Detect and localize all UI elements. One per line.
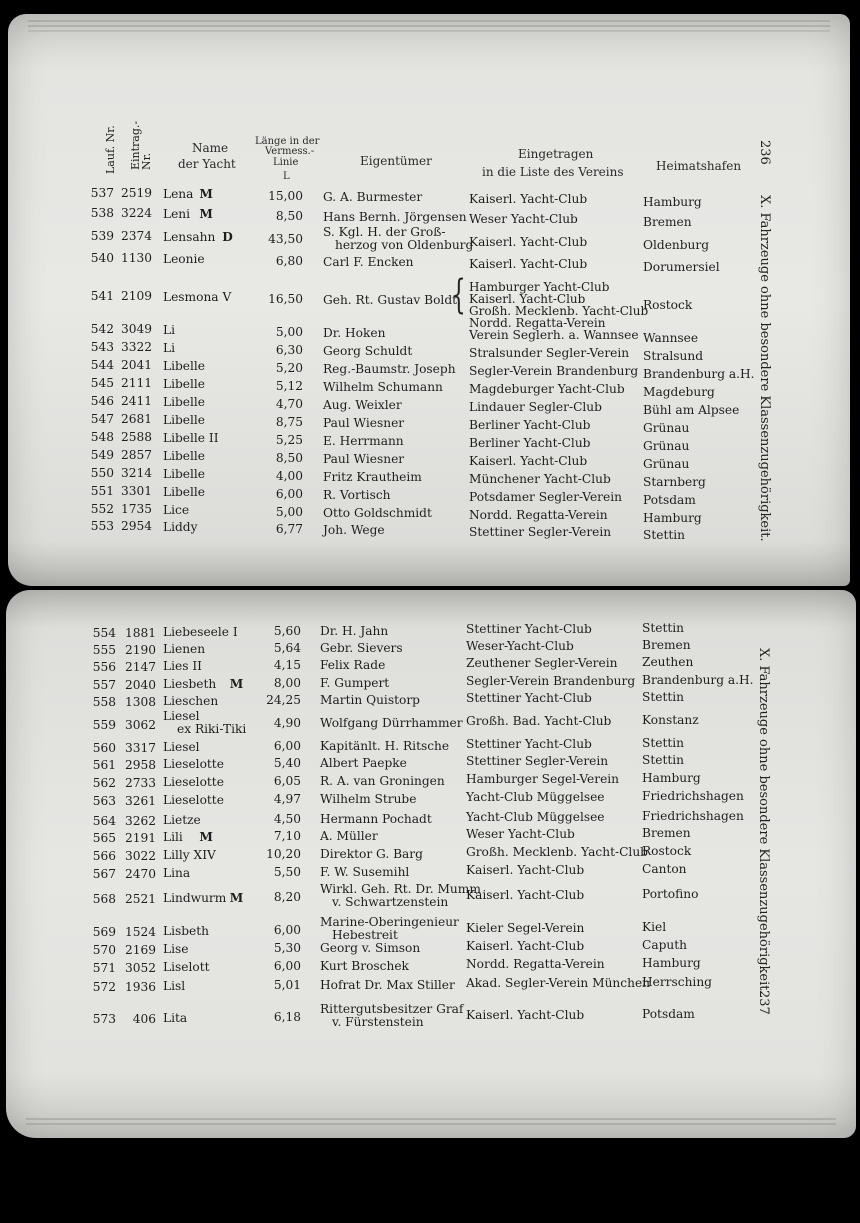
verein: Zeuthener Segler-Verein <box>466 656 618 671</box>
eintrag-nr: 3317 <box>124 740 156 755</box>
eintrag-nr: 3052 <box>124 960 156 975</box>
page-edge <box>26 1118 836 1120</box>
eigentuemer: Albert Paepke <box>320 755 407 770</box>
yacht-name: Lili <box>163 830 183 845</box>
heimatshafen: Brandenburg a.H. <box>642 672 754 687</box>
header-laenge-2: Vermess.- <box>265 146 315 157</box>
eintrag-nr: 3062 <box>124 717 156 732</box>
verein: Hamburger Segel-Verein <box>466 772 620 787</box>
laenge: 6,30 <box>275 342 303 357</box>
header-laenge-1: Länge in der <box>255 136 320 147</box>
verein: Kaiserl. Yacht-Club <box>466 863 585 878</box>
eigentuemer: Dr. H. Jahn <box>320 623 389 638</box>
lauf-nr: 549 <box>90 447 114 462</box>
lauf-nr: 551 <box>90 483 114 498</box>
lauf-nr: 561 <box>92 758 116 773</box>
eigentuemer: Kapitänlt. H. Ritsche <box>320 738 450 753</box>
heimatshafen: Caputh <box>642 937 687 952</box>
eintrag-nr: 3022 <box>124 848 156 863</box>
laenge: 6,00 <box>273 959 301 974</box>
lauf-nr: 543 <box>90 339 114 354</box>
top-side-title: X. Fahrzeuge ohne besondere Klassenzugehörigkeit. <box>757 195 772 542</box>
verein: Großh. Mecklenb. Yacht-Club <box>469 303 649 318</box>
eintrag-nr: 1881 <box>124 625 156 640</box>
yacht-name: Lita <box>163 1011 188 1026</box>
heimatshafen: Stettin <box>642 620 685 635</box>
lauf-nr: 556 <box>92 660 116 675</box>
yacht-name: Liesbeth <box>163 677 217 692</box>
lauf-nr: 573 <box>92 1012 116 1027</box>
yacht-name: Leni <box>163 207 191 221</box>
eintrag-nr: 2169 <box>124 942 156 957</box>
heimatshafen: Friedrichshagen <box>642 788 744 803</box>
yacht-name: Lesmona V <box>163 290 232 304</box>
verein: Stralsunder Segler-Verein <box>469 345 630 360</box>
heimatshafen: Grünau <box>643 438 690 453</box>
yacht-name: Li <box>163 323 175 337</box>
lauf-nr: 572 <box>92 980 116 995</box>
heimatshafen: Magdeburg <box>643 384 715 399</box>
heimatshafen: Bremen <box>642 637 691 652</box>
eintrag-nr: 2147 <box>124 659 156 674</box>
heimatshafen: Oldenburg <box>643 237 710 252</box>
yacht-name: Li <box>163 341 175 355</box>
eigentuemer: F. W. Susemihl <box>320 864 410 879</box>
verein: Stettiner Segler-Verein <box>466 754 609 769</box>
eigentuemer: Hermann Pochadt <box>320 811 432 826</box>
laenge: 7,10 <box>273 829 301 844</box>
eigentuemer-line2: herzog von Oldenburg <box>335 237 474 252</box>
laenge: 15,00 <box>268 188 303 203</box>
eigentuemer: Paul Wiesner <box>323 451 405 466</box>
top-page-number: 236 <box>757 140 772 165</box>
bottom-side-title: X. Fahrzeuge ohne besondere Klassenzugehörigkeit. <box>756 648 771 995</box>
lauf-nr: 568 <box>92 892 116 907</box>
heimatshafen: Hamburg <box>643 510 702 525</box>
eintrag-nr: 2954 <box>120 519 152 534</box>
verein: Kaiserl. Yacht-Club <box>466 939 585 954</box>
eigentuemer: Dr. Hoken <box>323 325 386 340</box>
lauf-nr: 565 <box>92 831 116 846</box>
eigentuemer: Paul Wiesner <box>323 415 405 430</box>
eintrag-nr: 3224 <box>120 206 152 221</box>
yacht-name: Lina <box>163 866 191 881</box>
verein: Berliner Yacht-Club <box>469 417 591 432</box>
heimatshafen: Konstanz <box>642 712 699 727</box>
lauf-nr: 560 <box>92 741 116 756</box>
yacht-name: Lilly XIV <box>163 848 216 863</box>
verein: Segler-Verein Brandenburg <box>466 674 636 689</box>
verein: Lindauer Segler-Club <box>469 399 602 414</box>
lauf-nr: 539 <box>90 228 114 243</box>
heimatshafen: Stettin <box>642 689 685 704</box>
verein: Magdeburger Yacht-Club <box>469 381 625 396</box>
heimatshafen: Rostock <box>643 297 693 312</box>
laenge: 10,20 <box>266 847 301 862</box>
eintrag-nr: 3322 <box>120 340 152 355</box>
lauf-nr: 537 <box>90 185 114 200</box>
eigentuemer: Wirkl. Geh. Rt. Dr. Mumm <box>320 881 481 896</box>
eintrag-nr: 2191 <box>124 830 156 845</box>
header-name-1: Name <box>192 141 229 155</box>
eigentuemer: Gebr. Sievers <box>320 640 403 655</box>
eintrag-nr: 2040 <box>124 677 156 692</box>
yacht-name: Liebeseele I <box>163 625 238 640</box>
laenge: 4,70 <box>275 396 303 411</box>
eintrag-nr: 2111 <box>120 376 152 391</box>
yacht-name: Libelle <box>163 377 206 391</box>
eigentuemer: Wilhelm Schumann <box>323 379 443 394</box>
eintrag-nr: 3262 <box>124 813 156 828</box>
verein: Potsdamer Segler-Verein <box>469 489 622 504</box>
laenge: 6,18 <box>273 1010 301 1025</box>
yacht-name: Lise <box>163 942 189 957</box>
heimatshafen: Stettin <box>642 752 685 767</box>
yacht-name: Lensahn <box>163 230 216 244</box>
eigentuemer: Fritz Krautheim <box>323 469 422 484</box>
laenge: 8,50 <box>275 450 303 465</box>
yacht-name: Libelle <box>163 449 206 463</box>
eintrag-nr: 2519 <box>120 186 152 201</box>
laenge: 5,64 <box>273 641 301 656</box>
verein: Großh. Bad. Yacht-Club <box>466 714 612 729</box>
eigentuemer: Martin Quistorp <box>320 692 420 707</box>
eintrag-nr: 1524 <box>124 924 156 939</box>
verein: Großh. Mecklenb. Yacht-Club <box>466 845 648 860</box>
header-lauf-nr: Lauf. Nr. <box>104 125 117 174</box>
eigentuemer: Marine-Oberingenieur <box>320 914 459 929</box>
laenge: 4,00 <box>275 468 303 483</box>
laenge: 5,00 <box>275 504 303 519</box>
laenge: 5,30 <box>273 941 301 956</box>
eintrag-nr: 2190 <box>124 642 156 657</box>
lauf-nr: 540 <box>90 250 114 265</box>
eintrag-nr: 3049 <box>120 322 152 337</box>
verein: Stettiner Yacht-Club <box>466 622 592 637</box>
laenge: 8,50 <box>275 208 303 223</box>
heimatshafen: Dorumersiel <box>643 259 720 274</box>
eigentuemer-line2: Hebestreit <box>332 927 398 942</box>
lauf-nr: 571 <box>92 961 116 976</box>
verein: Yacht-Club Müggelsee <box>466 810 605 825</box>
heimatshafen: Rostock <box>642 843 692 858</box>
yacht-name: Libelle <box>163 413 206 427</box>
heimatshafen: Kiel <box>642 919 667 934</box>
laenge: 43,50 <box>268 231 303 246</box>
eigentuemer: Kurt Broschek <box>320 958 409 973</box>
laenge: 4,15 <box>273 658 301 673</box>
heimatshafen: Portofino <box>642 886 699 901</box>
verein: Stettiner Segler-Verein <box>469 524 612 539</box>
heimatshafen: Grünau <box>643 456 690 471</box>
heimatshafen: Hamburg <box>642 770 701 785</box>
eigentuemer-line2: v. Fürstenstein <box>332 1014 424 1029</box>
yacht-name: Libelle <box>163 359 206 373</box>
lauf-nr: 541 <box>90 288 114 303</box>
verein: Stettiner Yacht-Club <box>466 737 592 752</box>
verein: Hamburger Yacht-Club <box>469 279 610 294</box>
verein: Kaiserl. Yacht-Club <box>469 453 588 468</box>
header-heimatshafen: Heimatshafen <box>656 159 742 173</box>
verein: Kaiserl. Yacht-Club <box>469 256 588 271</box>
verein: Stettiner Yacht-Club <box>466 691 592 706</box>
lauf-nr: 547 <box>90 411 114 426</box>
laenge: 5,50 <box>273 865 301 880</box>
heimatshafen: Herrsching <box>642 974 712 989</box>
laenge: 4,97 <box>273 792 301 807</box>
lauf-nr: 546 <box>90 393 114 408</box>
verein: Weser Yacht-Club <box>466 827 575 842</box>
verein: Berliner Yacht-Club <box>469 435 591 450</box>
eintrag-nr: 3301 <box>120 484 152 499</box>
yacht-name: Lietze <box>163 813 201 828</box>
header-laenge-3: Linie <box>273 157 299 168</box>
eigentuemer: G. A. Burmester <box>323 189 423 204</box>
yacht-name-alt: ex Riki-Tiki <box>177 722 247 737</box>
laenge: 5,60 <box>273 624 301 639</box>
eigentuemer: Rittergutsbesitzer Graf <box>320 1001 464 1016</box>
heimatshafen: Hamburg <box>643 194 702 209</box>
eintrag-nr: 1130 <box>120 251 152 266</box>
header-eintrag-nr: Eintrag.- Nr. <box>129 120 153 170</box>
laenge: 5,25 <box>275 432 303 447</box>
lauf-nr: 569 <box>92 925 116 940</box>
yacht-name: Lieschen <box>163 694 219 709</box>
eigentuemer: Georg Schuldt <box>323 343 413 358</box>
page-edge <box>28 25 830 27</box>
yacht-name: Lisl <box>163 979 186 994</box>
header-eigentuemer: Eigentümer <box>360 154 432 168</box>
heimatshafen: Hamburg <box>642 955 701 970</box>
eigentuemer: Joh. Wege <box>323 522 385 537</box>
verein: Kaiserl. Yacht-Club <box>469 234 588 249</box>
yacht-name: Lienen <box>163 642 206 657</box>
header-name-2: der Yacht <box>178 157 236 171</box>
eigentuemer: Otto Goldschmidt <box>323 505 432 520</box>
eigentuemer-line2: v. Schwartzenstein <box>332 894 449 909</box>
eintrag-nr: 2374 <box>120 229 152 244</box>
yacht-name: Liddy <box>163 520 198 534</box>
verein: Nordd. Regatta-Verein <box>469 507 608 522</box>
eintrag-nr: 2733 <box>124 775 156 790</box>
heimatshafen: Brandenburg a.H. <box>643 366 755 381</box>
yacht-name: Lieselotte <box>163 793 224 808</box>
heimatshafen: Friedrichshagen <box>642 808 744 823</box>
heimatshafen: Stettin <box>642 735 685 750</box>
yacht-name: Lieselotte <box>163 775 224 790</box>
lauf-nr: 544 <box>90 357 114 372</box>
heimatshafen: Stettin <box>643 527 686 542</box>
yacht-name: Leonie <box>163 252 205 266</box>
lauf-nr: 563 <box>92 794 116 809</box>
heimatshafen: Bremen <box>642 825 691 840</box>
page-edge <box>28 30 830 32</box>
yacht-name: Liselott <box>163 960 210 975</box>
yacht-name: Liesel <box>163 709 200 724</box>
brace-symbol: { <box>451 272 466 318</box>
laenge: 5,40 <box>273 756 301 771</box>
eintrag-nr: 406 <box>132 1011 156 1026</box>
verein: Weser Yacht-Club <box>469 211 578 226</box>
yacht-name: Libelle <box>163 467 206 481</box>
lauf-nr: 548 <box>90 429 114 444</box>
verein: Kaiserl. Yacht-Club <box>469 291 586 306</box>
laenge: 5,00 <box>275 324 303 339</box>
heimatshafen: Wannsee <box>643 330 699 345</box>
lauf-nr: 553 <box>90 518 114 533</box>
lauf-nr: 559 <box>92 718 116 733</box>
yacht-name: Lies II <box>163 659 202 674</box>
lauf-nr: 554 <box>92 626 116 641</box>
verein: Münchener Yacht-Club <box>469 471 611 486</box>
yacht-name: Libelle <box>163 395 206 409</box>
laenge: 5,01 <box>273 978 301 993</box>
eigentuemer: Georg v. Simson <box>320 940 421 955</box>
yacht-name: Libelle <box>163 485 206 499</box>
verein: Kaiserl. Yacht-Club <box>466 1008 585 1023</box>
eigentuemer: Reg.-Baumstr. Joseph <box>323 361 456 376</box>
laenge: 4,50 <box>273 812 301 827</box>
eigentuemer: Aug. Weixler <box>323 397 402 412</box>
yacht-mark: M <box>229 677 244 692</box>
eigentuemer: Hofrat Dr. Max Stiller <box>320 977 455 992</box>
verein: Nordd. Regatta-Verein <box>469 315 606 330</box>
yacht-name: Lisbeth <box>163 924 210 939</box>
yacht-name: Lice <box>163 503 190 517</box>
eintrag-nr: 2041 <box>120 358 152 373</box>
laenge: 5,20 <box>275 360 303 375</box>
verein: Akad. Segler-Verein München <box>466 976 651 991</box>
verein: Kieler Segel-Verein <box>466 921 585 936</box>
laenge: 5,12 <box>275 378 303 393</box>
eigentuemer: Geh. Rt. Gustav Boldt <box>323 292 458 307</box>
eigentuemer: Wolfgang Dürrhammer <box>320 715 463 730</box>
eigentuemer: F. Gumpert <box>320 675 390 690</box>
laenge: 6,00 <box>275 486 303 501</box>
page-edge <box>26 1123 836 1125</box>
lauf-nr: 562 <box>92 776 116 791</box>
eintrag-nr: 1735 <box>120 502 152 517</box>
yacht-mark: M <box>199 207 213 221</box>
yacht-mark: M <box>199 187 213 201</box>
laenge: 6,00 <box>273 739 301 754</box>
verein: Weser-Yacht-Club <box>466 639 574 654</box>
heimatshafen: Canton <box>642 861 687 876</box>
heimatshafen: Potsdam <box>643 492 696 507</box>
lauf-nr: 566 <box>92 849 116 864</box>
verein: Nordd. Regatta-Verein <box>466 957 605 972</box>
yacht-name: Lieselotte <box>163 757 224 772</box>
eintrag-nr: 2521 <box>124 891 156 906</box>
header-eingetragen-1: Eingetragen <box>518 147 594 161</box>
yacht-name: Libelle II <box>163 431 219 445</box>
laenge: 6,77 <box>275 521 303 536</box>
yacht-name: Lindwurm <box>163 891 227 906</box>
lauf-nr: 558 <box>92 695 116 710</box>
eigentuemer: Carl F. Encken <box>323 254 414 269</box>
eigentuemer: R. Vortisch <box>323 487 391 502</box>
lauf-nr: 557 <box>92 678 116 693</box>
eigentuemer: S. Kgl. H. der Groß- <box>323 224 446 239</box>
laenge: 6,80 <box>275 253 303 268</box>
eigentuemer: R. A. van Groningen <box>320 773 445 788</box>
yacht-mark: D <box>222 230 233 244</box>
yacht-name: Liesel <box>163 740 200 755</box>
lauf-nr: 550 <box>90 465 114 480</box>
eintrag-nr: 1936 <box>124 979 156 994</box>
lauf-nr: 545 <box>90 375 114 390</box>
heimatshafen: Bühl am Alpsee <box>643 402 740 417</box>
laenge: 4,90 <box>273 716 301 731</box>
lauf-nr: 567 <box>92 867 116 882</box>
eigentuemer: Direktor G. Barg <box>320 846 423 861</box>
lauf-nr: 564 <box>92 814 116 829</box>
eigentuemer: Felix Rade <box>320 657 386 672</box>
yacht-name: Lena <box>163 187 194 201</box>
verein: Kaiserl. Yacht-Club <box>469 191 588 206</box>
eintrag-nr: 2411 <box>120 394 152 409</box>
eintrag-nr: 2681 <box>120 412 152 427</box>
header-laenge-4: L <box>283 171 290 182</box>
eigentuemer: E. Herrmann <box>323 433 404 448</box>
verein: Kaiserl. Yacht-Club <box>466 888 585 903</box>
eintrag-nr: 2958 <box>124 757 156 772</box>
laenge: 8,75 <box>275 414 303 429</box>
verein: Verein Seglerh. a. Wannsee <box>469 327 639 342</box>
lauf-nr: 570 <box>92 943 116 958</box>
laenge: 6,00 <box>273 923 301 938</box>
heimatshafen: Starnberg <box>643 474 706 489</box>
verein: Yacht-Club Müggelsee <box>466 790 605 805</box>
lauf-nr: 552 <box>90 501 114 516</box>
eintrag-nr: 3214 <box>120 466 152 481</box>
lauf-nr: 538 <box>90 205 114 220</box>
lauf-nr: 542 <box>90 321 114 336</box>
heimatshafen: Potsdam <box>642 1006 695 1021</box>
eigentuemer: Wilhelm Strube <box>320 791 417 806</box>
laenge: 8,20 <box>273 890 301 905</box>
eintrag-nr: 2470 <box>124 866 156 881</box>
eigentuemer: Hans Bernh. Jörgensen <box>323 209 467 224</box>
heimatshafen: Grünau <box>643 420 690 435</box>
heimatshafen: Bremen <box>643 214 692 229</box>
heimatshafen: Stralsund <box>643 348 703 363</box>
eintrag-nr: 2109 <box>120 289 152 304</box>
eigentuemer: A. Müller <box>320 828 378 843</box>
laenge: 6,05 <box>273 774 301 789</box>
page-edge <box>28 20 830 22</box>
eintrag-nr: 2588 <box>120 430 152 445</box>
yacht-mark: M <box>229 891 244 906</box>
laenge: 24,25 <box>266 693 301 708</box>
eintrag-nr: 2857 <box>120 448 152 463</box>
eintrag-nr: 3261 <box>124 793 156 808</box>
yacht-mark: M <box>199 830 213 845</box>
eintrag-nr: 1308 <box>124 694 156 709</box>
header-eingetragen-2: in die Liste des Vereins <box>482 165 624 179</box>
bottom-page-number: 237 <box>756 990 771 1015</box>
verein: Segler-Verein Brandenburg <box>469 363 639 378</box>
laenge: 8,00 <box>273 676 301 691</box>
laenge: 16,50 <box>268 291 303 306</box>
heimatshafen: Zeuthen <box>642 654 694 669</box>
lauf-nr: 555 <box>92 643 116 658</box>
